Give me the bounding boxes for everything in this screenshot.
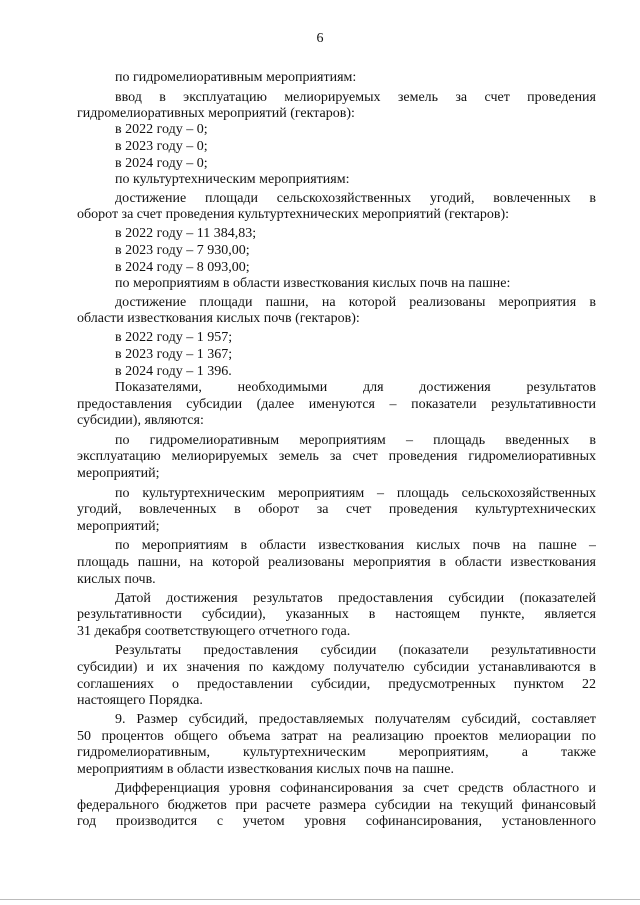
text-line: достижение площади пашни, на которой реализованы мероприятия в [115, 295, 596, 310]
text-line: мероприятий; [77, 519, 160, 534]
text-line: соглашениях о предоставлении субсидии, предусмотренных пунктом 22 [77, 677, 596, 692]
text-line: по мероприятиям в области известкования кислых почв на пашне: [115, 276, 511, 291]
text-line: субсидии), являются: [77, 413, 204, 428]
text-line: настоящего Порядка. [77, 693, 203, 708]
text-line: оборот за счет проведения культуртехнических мероприятий (гектаров): [77, 207, 510, 222]
text-line: федерального бюджетов при расчете размера субсидии на текущий финансовый [77, 798, 596, 813]
text-line: по культуртехническим мероприятиям – площадь сельскохозяйственных [115, 486, 596, 501]
text-line: в 2024 году – 8 093,00; [115, 260, 250, 275]
text-line: Датой достижения результатов предоставления субсидии (показателей [115, 591, 596, 606]
text-line: в 2023 году – 7 930,00; [115, 243, 250, 258]
text-line: по мероприятиям в области известкования кислых почв на пашне – [115, 538, 596, 553]
text-line: кислых почв. [77, 572, 156, 587]
text-line: эксплуатацию мелиорируемых земель за счет проведения гидромелиоративных [77, 449, 596, 464]
text-line: Результаты предоставления субсидии (показатели результативности [115, 643, 596, 658]
text-line: по культуртехническим мероприятиям: [115, 172, 350, 187]
text-line: в 2023 году – 0; [115, 139, 208, 154]
text-line: площадь пашни, на которой реализованы мероприятия в области известкования [77, 555, 596, 570]
text-line: результативности субсидии), указанных в настоящем пункте, является [77, 607, 596, 622]
text-line: 31 декабря соответствующего отчетного года. [77, 624, 351, 639]
text-line: субсидии) и их значения по каждому получателю субсидии устанавливаются в [77, 660, 596, 675]
page-bottom-edge [0, 899, 640, 900]
text-line: Показателями, необходимыми для достижения результатов [115, 380, 596, 395]
text-line: по гидромелиоративным мероприятиям – площадь введенных в [115, 433, 596, 448]
text-line: Дифференциация уровня софинансирования за счет средств областного и [115, 781, 596, 796]
text-line: гидромелиоративным, культуртехническим мероприятиям, а также [77, 745, 596, 760]
text-line: мероприятиям в области известкования кислых почв на пашне. [77, 762, 454, 777]
text-line: 9. Размер субсидий, предоставляемых получателям субсидий, составляет [115, 712, 596, 727]
text-line: в 2022 году – 0; [115, 122, 208, 137]
text-line: ввод в эксплуатацию мелиорируемых земель за счет проведения [115, 90, 596, 105]
text-line: угодий, вовлеченных в оборот за счет проведения культуртехнических [77, 502, 596, 517]
text-line: достижение площади сельскохозяйственных угодий, вовлеченных в [115, 191, 596, 206]
text-line: по гидромелиоративным мероприятиям: [115, 70, 357, 85]
page-number: 6 [316, 31, 324, 46]
text-line: 50 процентов общего объема затрат на реализацию проектов мелиорации по [77, 729, 596, 744]
text-line: в 2022 году – 11 384,83; [115, 226, 257, 241]
text-line: предоставления субсидии (далее именуются – показатели результативности [77, 397, 596, 412]
text-line: год производится с учетом уровня софинансирования, установленного [77, 814, 596, 829]
text-line: в 2023 году – 1 367; [115, 347, 233, 362]
text-line: в 2024 году – 1 396. [115, 364, 232, 379]
text-line: гидромелиоративных мероприятий (гектаров): [77, 106, 355, 121]
text-line: области известкования кислых почв (гектаров): [77, 311, 360, 326]
text-line: в 2024 году – 0; [115, 156, 208, 171]
text-line: мероприятий; [77, 466, 160, 481]
text-line: в 2022 году – 1 957; [115, 330, 233, 345]
